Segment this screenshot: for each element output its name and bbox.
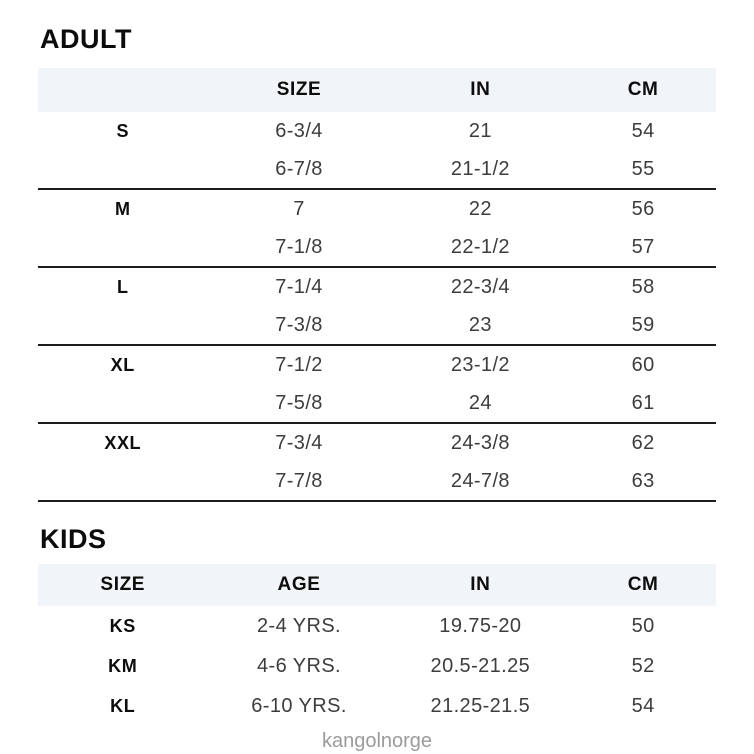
cm-cell: 54 — [631, 694, 655, 717]
size-cell: 7-1/8 — [275, 235, 323, 258]
size-cell: 7 — [293, 197, 305, 220]
in-cell: 23-1/2 — [450, 353, 510, 376]
size-cell: 6-7/8 — [275, 157, 323, 180]
table-row — [38, 462, 716, 500]
cm-cell: 61 — [631, 391, 655, 414]
size-label-cell: L — [116, 276, 129, 297]
table-row — [38, 268, 716, 306]
kids-header-cm: CM — [627, 574, 659, 595]
table-row — [38, 112, 716, 150]
table-row — [38, 190, 716, 228]
kids-size-table — [38, 564, 716, 726]
table-row — [38, 150, 716, 188]
cm-cell: 54 — [631, 119, 655, 142]
in-cell: 21 — [468, 119, 492, 142]
in-cell: 19.75-20 — [439, 614, 522, 637]
cm-cell: 52 — [631, 654, 655, 677]
table-row — [38, 384, 716, 422]
size-label-cell: KS — [109, 615, 136, 636]
in-cell: 22-1/2 — [450, 235, 510, 258]
cm-cell: 56 — [631, 197, 655, 220]
size-group-l — [38, 268, 716, 346]
adult-table-header-row — [38, 68, 716, 112]
in-cell: 23 — [468, 313, 492, 336]
kids-section-title: KIDS — [40, 524, 107, 554]
adult-header-in: IN — [470, 79, 491, 100]
table-row — [38, 346, 716, 384]
size-label-cell: XXL — [104, 432, 142, 453]
in-cell: 22-3/4 — [450, 275, 510, 298]
cm-cell: 59 — [631, 313, 655, 336]
in-cell: 21.25-21.5 — [430, 694, 531, 717]
size-cell: 7-7/8 — [275, 469, 323, 492]
size-label-cell: XL — [110, 354, 135, 375]
size-group-m — [38, 190, 716, 268]
size-cell: 7-3/4 — [275, 431, 323, 454]
size-label-cell: KM — [108, 655, 138, 676]
size-label-cell: M — [114, 198, 131, 219]
size-cell: 7-5/8 — [275, 391, 323, 414]
size-label-cell: KL — [110, 695, 136, 716]
kids-header-size: SIZE — [100, 574, 146, 595]
kids-header-in: IN — [470, 574, 491, 595]
table-row — [38, 306, 716, 344]
size-cell: 7-3/8 — [275, 313, 323, 336]
in-cell: 20.5-21.25 — [430, 654, 531, 677]
cm-cell: 60 — [631, 353, 655, 376]
in-cell: 24-7/8 — [450, 469, 510, 492]
in-cell: 21-1/2 — [450, 157, 510, 180]
table-row — [38, 646, 716, 686]
size-group-s — [38, 112, 716, 190]
table-row — [38, 424, 716, 462]
size-cell: 6-3/4 — [275, 119, 323, 142]
size-group-xxl — [38, 424, 716, 502]
in-cell: 24 — [468, 391, 492, 414]
age-cell: 6-10 YRS. — [251, 694, 347, 717]
age-cell: 4-6 YRS. — [257, 654, 342, 677]
size-cell: 7-1/2 — [275, 353, 323, 376]
kids-header-age: AGE — [277, 574, 321, 595]
kids-table-header-row — [38, 564, 716, 606]
cm-cell: 55 — [631, 157, 655, 180]
cm-cell: 58 — [631, 275, 655, 298]
age-cell: 2-4 YRS. — [257, 614, 342, 637]
brand-footer: kangolnorge — [321, 730, 433, 752]
cm-cell: 62 — [631, 431, 655, 454]
in-cell: 24-3/8 — [450, 431, 510, 454]
adult-section-title: ADULT — [40, 24, 132, 54]
cm-cell: 50 — [631, 614, 655, 637]
table-row — [38, 606, 716, 646]
adult-size-table — [38, 68, 716, 502]
adult-header-size: SIZE — [276, 79, 322, 100]
cm-cell: 57 — [631, 235, 655, 258]
adult-header-cm: CM — [627, 79, 659, 100]
cm-cell: 63 — [631, 469, 655, 492]
table-row — [38, 686, 716, 726]
size-cell: 7-1/4 — [275, 275, 323, 298]
size-group-xl — [38, 346, 716, 424]
in-cell: 22 — [468, 197, 492, 220]
size-label-cell: S — [116, 120, 130, 141]
table-row — [38, 228, 716, 266]
